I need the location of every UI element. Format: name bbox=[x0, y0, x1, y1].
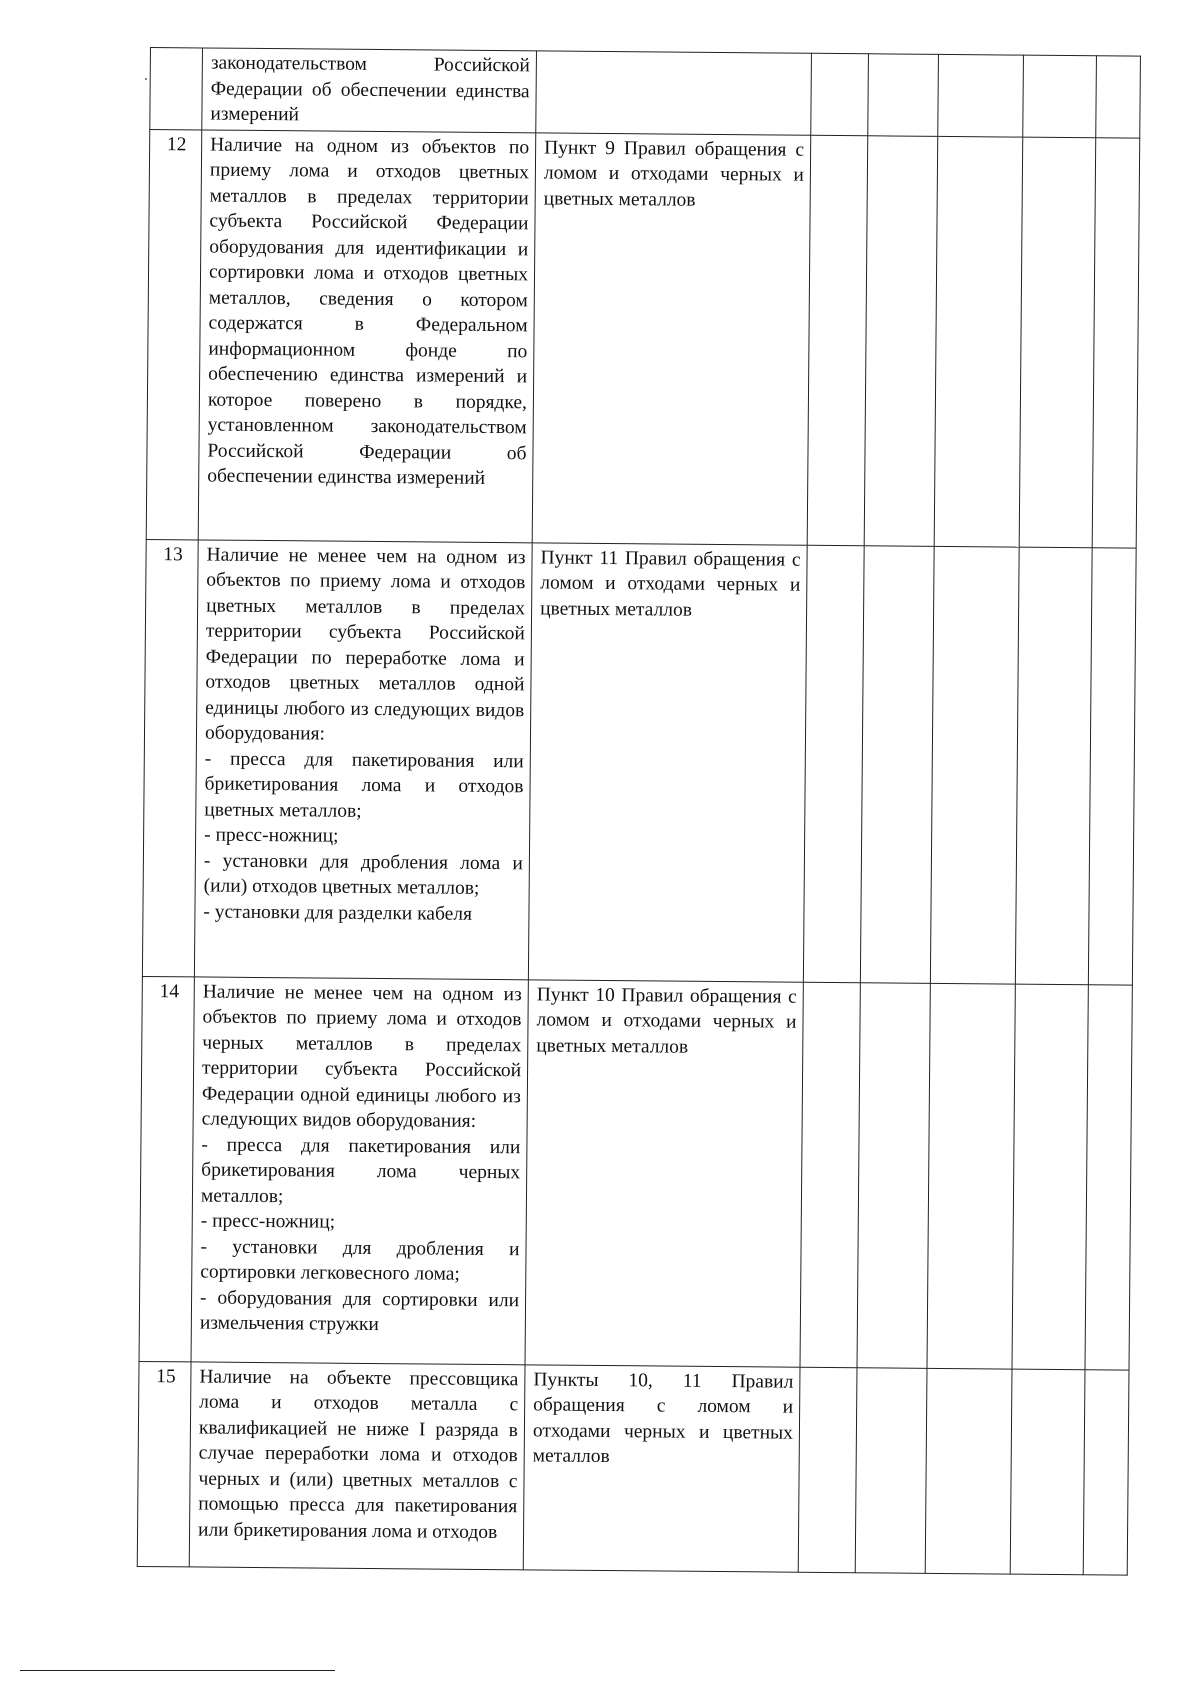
empty-cell bbox=[807, 135, 868, 545]
reference-cell: Пункт 9 Правил обращения с ломом и отходами черных и цветных металлов bbox=[532, 132, 811, 544]
empty-cell bbox=[868, 54, 939, 136]
list-item: - пресс-ножниц; bbox=[200, 1210, 336, 1233]
empty-cell bbox=[1096, 56, 1141, 138]
requirement-cell: законодательством Российской Федерации об обеспечении единства измерений bbox=[202, 48, 537, 132]
row-number: 14 bbox=[139, 976, 194, 1361]
empty-cell bbox=[934, 136, 1023, 547]
requirement-text: Наличие не менее чем на одном из объектов по приему лома и отходов цветных металлов в пределах территории субъекта Российской Федерации по переработке лома и отходов цветных металлов одной единицы любого из следующих видов оборудования: bbox=[204, 544, 526, 745]
empty-cell bbox=[860, 545, 934, 983]
empty-cell bbox=[864, 135, 938, 546]
scan-artifact bbox=[145, 78, 147, 80]
empty-cell bbox=[1092, 137, 1140, 547]
list-item: - установки для дробления и сортировки легковесного лома; bbox=[200, 1235, 520, 1285]
empty-cell bbox=[938, 54, 1024, 136]
list-item: - пресса для пакетирования или брикетирования лома и отходов цветных металлов; bbox=[204, 748, 524, 822]
list-item: - оборудования для сортировки или измельчения стружки bbox=[199, 1286, 520, 1336]
list-item: - установки для дробления лома и (или) отходов цветных металлов; bbox=[203, 850, 523, 899]
empty-cell bbox=[1083, 1369, 1129, 1574]
requirement-cell: Наличие на одном из объектов по приему лома и отходов цветных металлов в пределах территории субъекта Российской Федерации оборудования для идентификации и сортировки лома и отходов цветных металлов, сведения о котором содержатся в Федеральном информационном фонде по обеспечению единства измерений и которое поверено в порядке, установленном законодательством Российской Федерации об обеспечении единства измерений bbox=[198, 129, 536, 542]
requirement-cell bbox=[191, 976, 528, 1364]
requirement-cell: Наличие на объекте прессовщика лома и отходов металла с квалификацией не ниже I разряда в случае переработки лома и отходов черных и (или) цветных металлов с помощью пресса для пакетирования или брикетирования лома и отходов bbox=[189, 1361, 525, 1569]
reference-cell bbox=[536, 51, 812, 135]
empty-cell bbox=[1023, 55, 1097, 137]
table-row bbox=[150, 48, 1141, 138]
empty-cell bbox=[1085, 984, 1132, 1369]
row-number bbox=[150, 48, 203, 130]
table-row bbox=[146, 129, 1140, 548]
list-item: - установки для разделки кабеля bbox=[203, 900, 473, 925]
reference-cell: Пункт 11 Правил обращения с ломом и отходами черных и цветных металлов bbox=[528, 542, 807, 981]
table-row bbox=[142, 539, 1136, 985]
requirement-cell bbox=[194, 539, 532, 979]
list-item: - пресс-ножниц; bbox=[204, 824, 339, 847]
empty-cell bbox=[925, 1368, 1012, 1574]
empty-cell bbox=[1088, 547, 1136, 984]
table-row bbox=[139, 976, 1132, 1370]
empty-cell bbox=[800, 982, 860, 1367]
footnote-rule bbox=[20, 1670, 335, 1671]
empty-cell bbox=[1015, 547, 1092, 985]
empty-cell bbox=[855, 1367, 927, 1573]
row-number: 13 bbox=[142, 539, 198, 976]
empty-cell bbox=[1010, 1369, 1085, 1575]
empty-cell bbox=[1019, 137, 1096, 548]
reference-cell: Пункты 10, 11 Правил обращения с ломом и отходами черных и цветных металлов bbox=[523, 1364, 800, 1571]
empty-cell bbox=[803, 545, 864, 982]
requirements-table bbox=[137, 47, 1141, 1575]
row-number: 15 bbox=[137, 1361, 191, 1566]
empty-cell bbox=[857, 982, 930, 1368]
empty-cell bbox=[798, 1367, 857, 1572]
table-row bbox=[137, 1361, 1129, 1575]
empty-cell bbox=[930, 546, 1019, 984]
empty-cell bbox=[1012, 984, 1088, 1370]
empty-cell bbox=[811, 53, 869, 135]
list-item: - пресса для пакетирования или брикетирования лома черных металлов; bbox=[200, 1133, 521, 1207]
empty-cell bbox=[927, 983, 1015, 1369]
reference-cell: Пункт 10 Правил обращения с ломом и отходами черных и цветных металлов bbox=[525, 979, 803, 1366]
row-number: 12 bbox=[146, 129, 202, 539]
requirement-text: Наличие не менее чем на одном из объектов по приему лома и отходов черных металлов в пределах территории субъекта Российской Федерации одной единицы любого из следующих видов оборудования: bbox=[201, 980, 522, 1132]
